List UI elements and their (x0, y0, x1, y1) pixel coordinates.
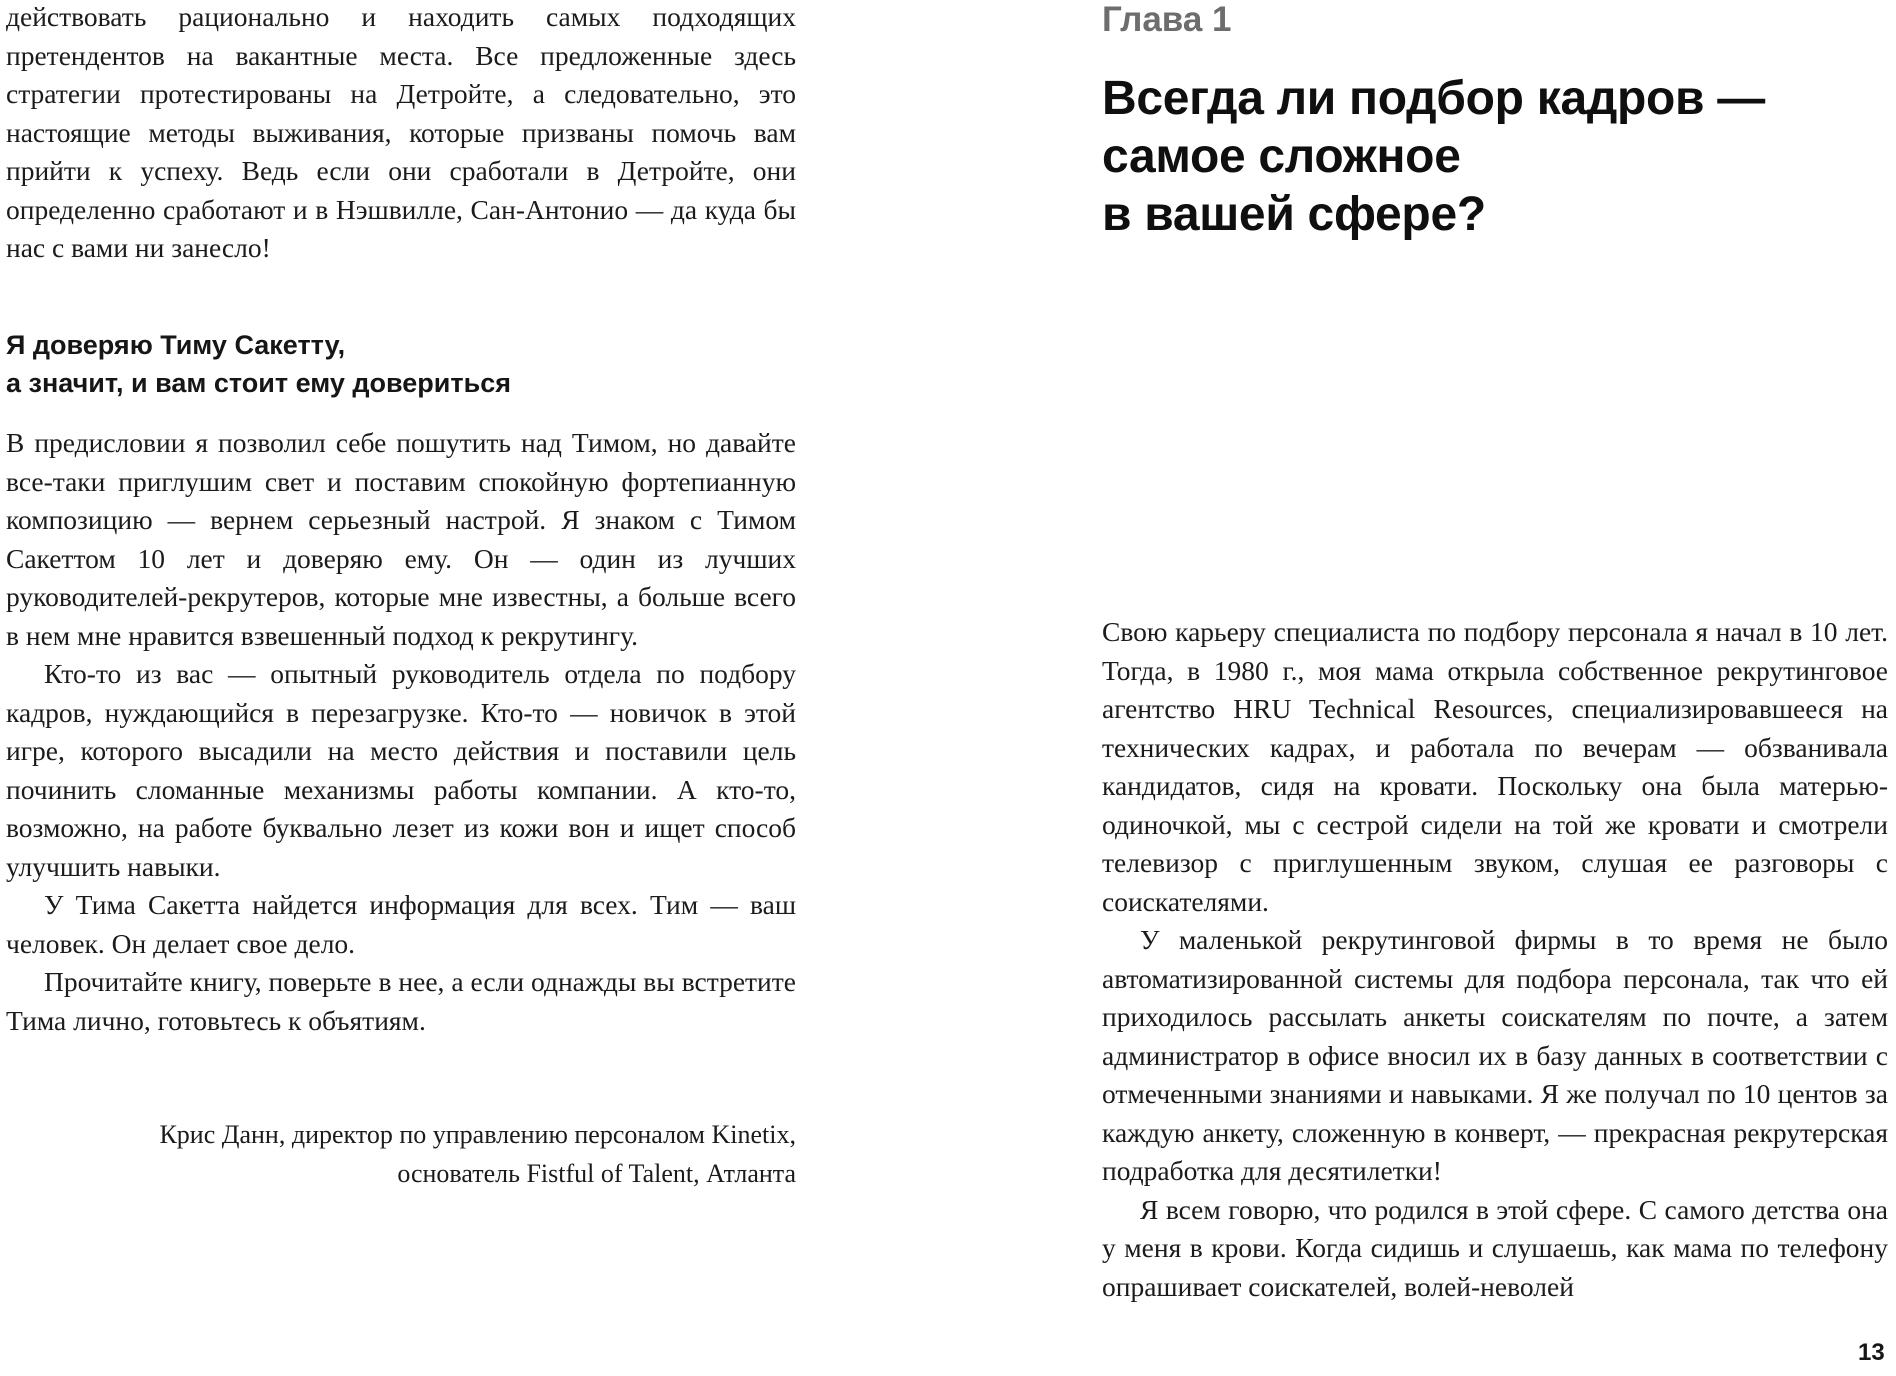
left-page (6, 0, 796, 1376)
paragraph: Прочитайте книгу, поверьте в нее, а если однажды вы встретите Тима лично, готовьтесь к объятиям. (6, 966, 796, 1036)
chapter-title (1102, 70, 1765, 244)
section-subheading (6, 326, 796, 402)
paragraph: Кто-то из вас — опытный руководитель отдела по подбору кадров, нуждающийся в перезагрузке. Кто-то — новичок в этой игре, которого высадили на место действия и поставили цель починить сломанные механизмы работы компании. А кто-то, возможно, на работе буквально лезет из кожи вон и ищет способ улучшить навыки. (6, 658, 796, 882)
intro-paragraph: действовать рационально и находить самых подходящих претендентов на вакантные места. Все предложенные здесь стратегии протестированы на Детройте, а следовательно, это настоящие методы выживания, которые призваны помочь вам прийти к успеху. Ведь если они сработали в Детройте, они определенно сработают и в Нэшвилле, Сан-Антонио — да куда бы нас с вами ни занесло! (6, 1, 796, 263)
paragraph: У маленькой рекрутинговой фирмы в то время не было автоматизированной системы для подбора персонала, так что ей приходилось рассылать анкеты соискателям по почте, а затем администратор в офисе вносил их в базу данных в соответствии с отмеченными знаниями и навыками. Я же получал по 10 центов за каждую анкету, сложенную в конверт, — прекрасная рекрутерская подработка для десятилетки! (1102, 924, 1888, 1186)
paragraph: В предисловии я позволил себе пошутить над Тимом, но давайте все-таки приглушим свет и поставим спокойную фортепианную композицию — вернем серьезный настрой. Я знаком с Тимом Сакеттом 10 лет и доверяю ему. Он — один из лучших руководителей-рекрутеров, которые мне известны, а больше всего в нем мне нравится взвешенный подход к рекрутингу. (6, 427, 796, 651)
chapter-title-line: самое сложное (1102, 130, 1461, 183)
subheading-line: Я доверяю Тиму Сакетту, (6, 330, 346, 360)
chapter-title-line: Всегда ли подбор кадров — (1102, 72, 1766, 125)
right-body-text (1102, 613, 1888, 1306)
chapter-label: Глава 1 (1102, 0, 1232, 39)
signature-line: основатель Fistful of Talent, Атланта (397, 1158, 796, 1188)
chapter-title-line: в вашей сфере? (1102, 188, 1486, 241)
paragraph: У Тима Сакетта найдется информация для всех. Тим — ваш человек. Он делает свое дело. (6, 889, 796, 959)
paragraph: Свою карьеру специалиста по подбору персонала я начал в 10 лет. Тогда, в 1980 г., моя мама открыла собственное рекрутинговое агентство HRU Technical Resources, специализировавшееся на технических кадрах, и работала по вечерам — обзванивала кандидатов, сидя на кровати. Поскольку она была матерью-одиночкой, мы с сестрой сидели на той же кровати и смотрели телевизор с приглушенным звуком, слушая ее разговоры с соискателями. (1102, 616, 1888, 917)
left-body-text (6, 424, 796, 1040)
author-signature (6, 1116, 796, 1193)
page-number: 13 (1858, 1339, 1885, 1366)
subheading-line: а значит, и вам стоит ему довериться (6, 368, 511, 398)
paragraph: Я всем говорю, что родился в этой сфере. С самого детства она у меня в крови. Когда сидишь и слушаешь, как мама по телефону опрашивает соискателей, волей-неволей (1102, 1193, 1888, 1302)
signature-line: Крис Данн, директор по управлению персоналом Kinetix, (159, 1120, 796, 1149)
right-page (1102, 0, 1888, 1376)
